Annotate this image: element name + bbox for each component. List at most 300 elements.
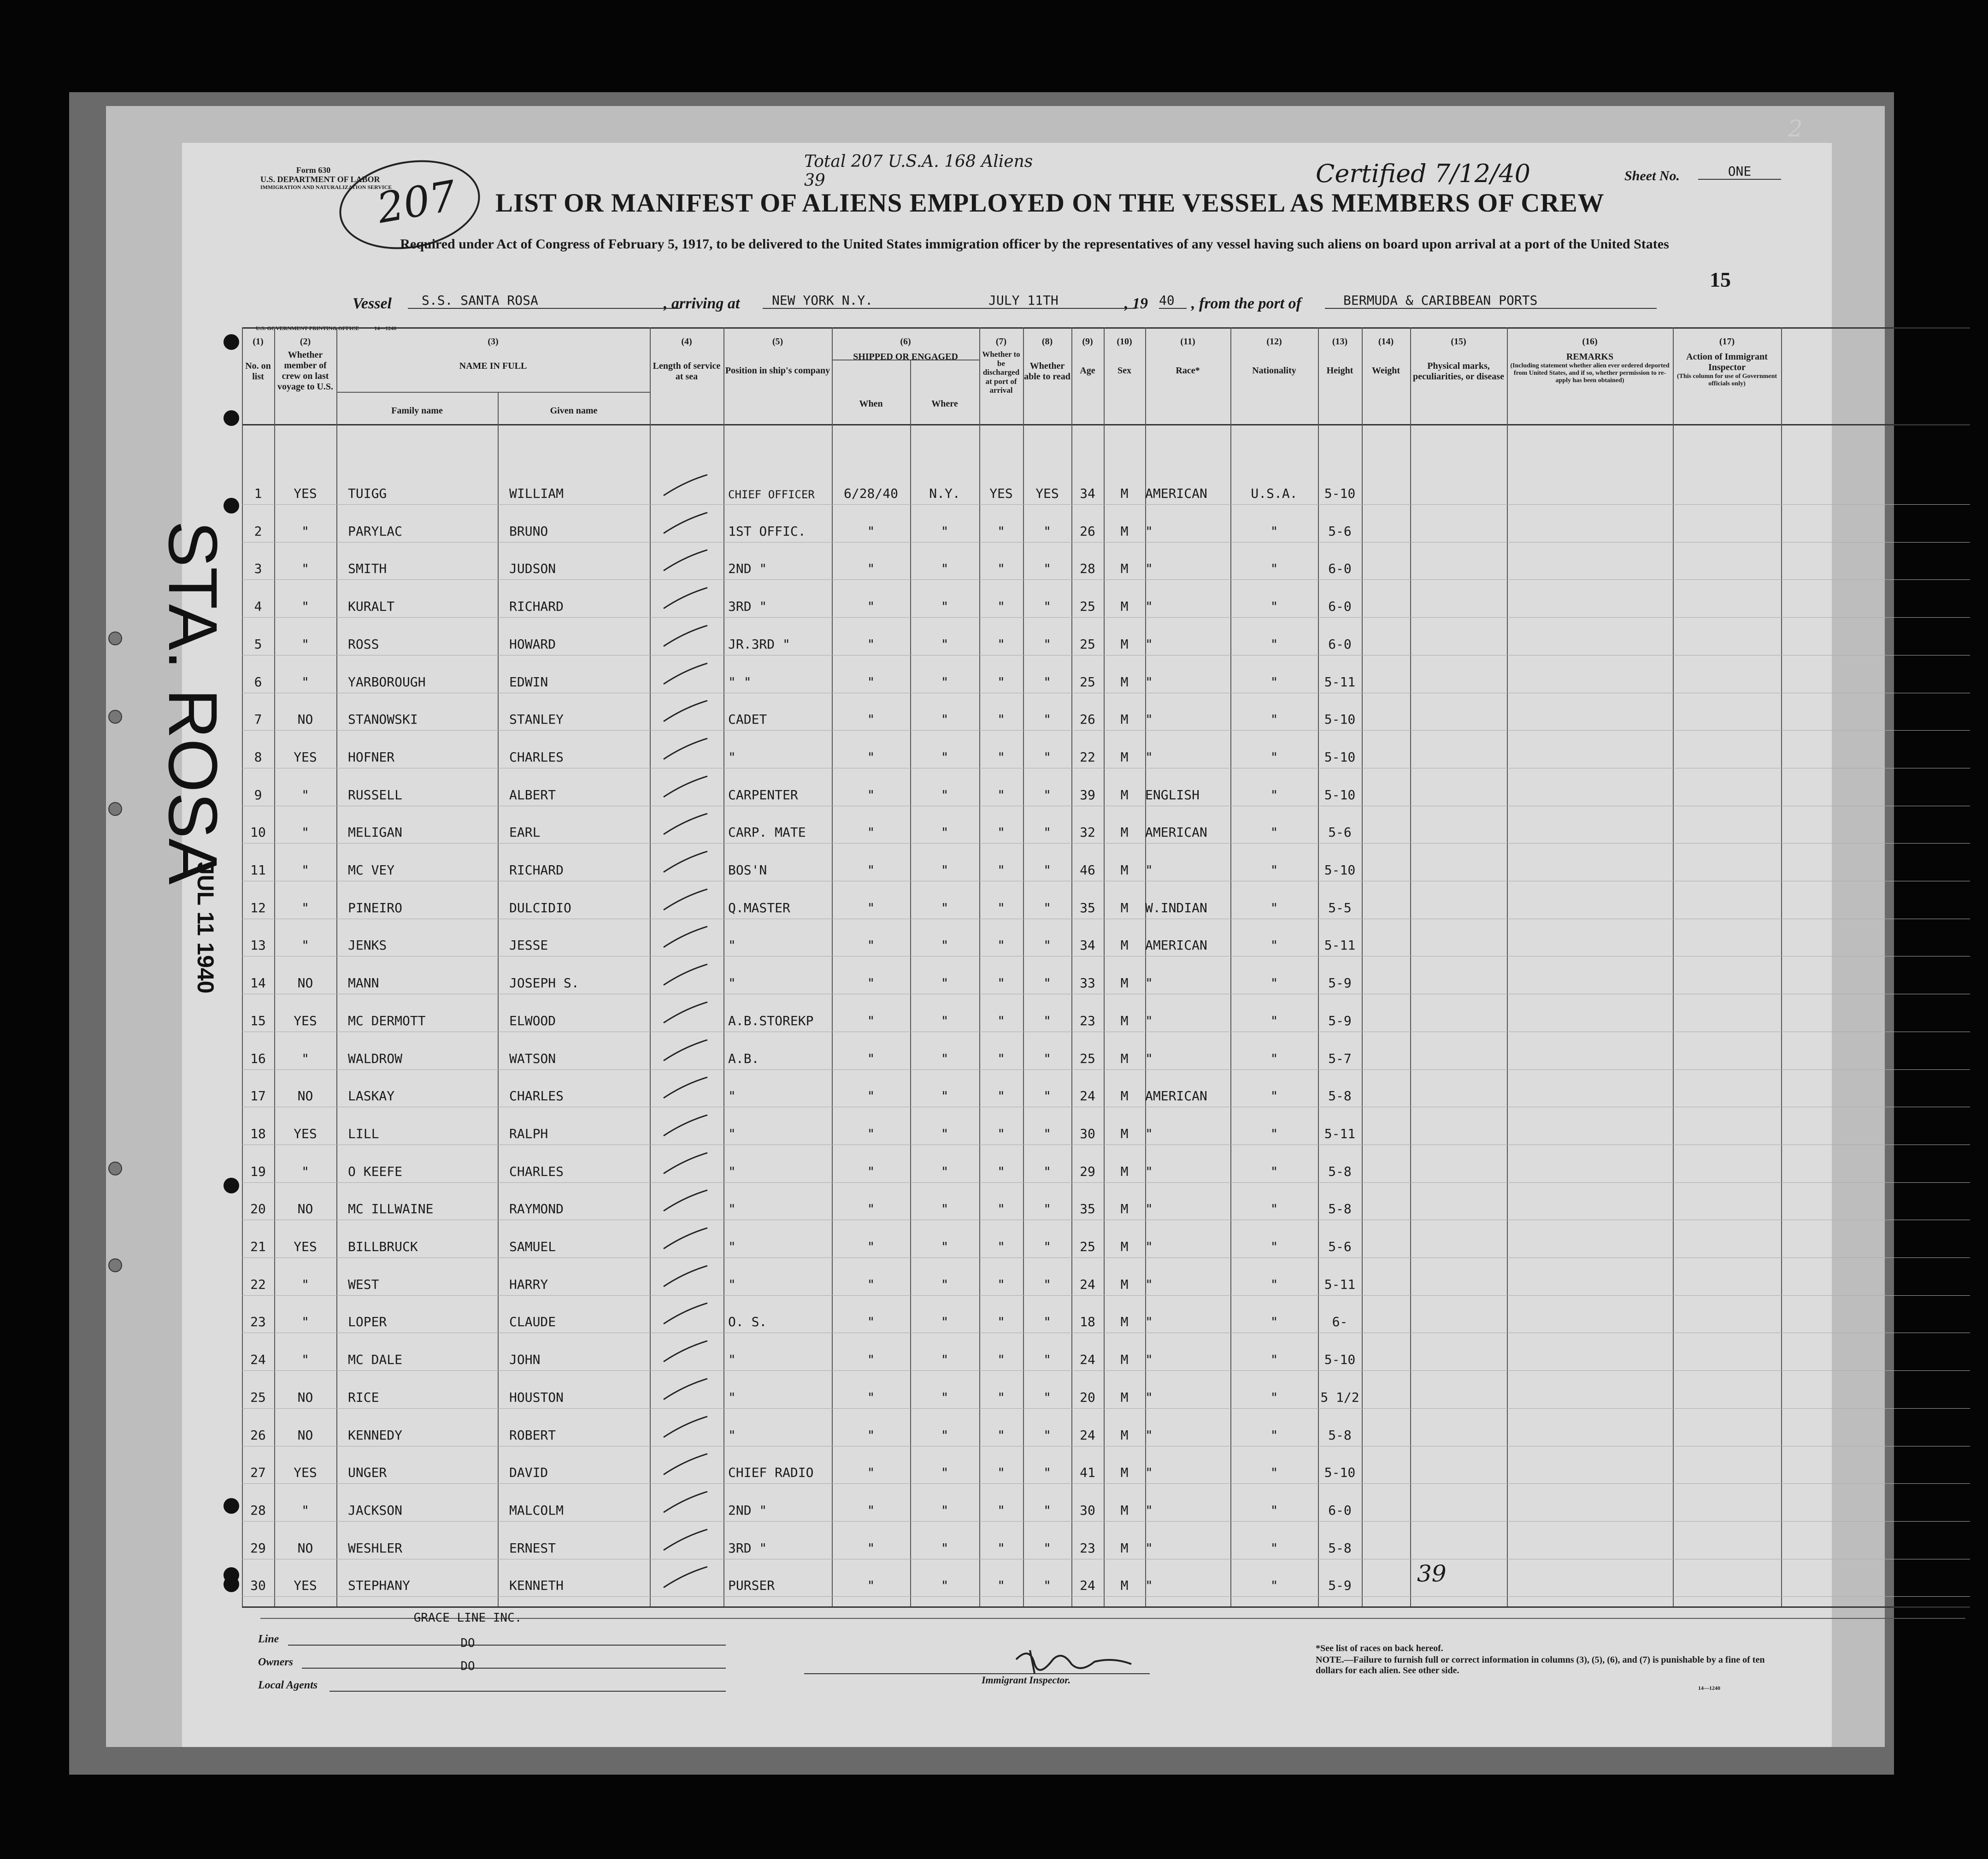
- cell-no: 12: [250, 900, 266, 915]
- cell-sex: M: [1120, 1465, 1129, 1481]
- cell-when: ": [867, 975, 875, 991]
- cell-discharge: ": [997, 1540, 1005, 1556]
- cell-age: 34: [1080, 938, 1095, 953]
- col-2-header: [274, 336, 336, 392]
- handwritten-total-note: Total 207 U.S.A. 168 Aliens 39: [804, 152, 1033, 190]
- cell-race: AMERICAN: [1145, 938, 1207, 953]
- cell-where: ": [941, 1088, 949, 1104]
- cell-given: CHARLES: [509, 749, 564, 765]
- table-row: [182, 1221, 1970, 1258]
- cell-race: AMERICAN: [1145, 486, 1207, 501]
- cell-height: 5-10: [1324, 712, 1356, 727]
- cell-no: 24: [250, 1352, 266, 1368]
- table-row: [182, 1523, 1970, 1559]
- cell-given: WILLIAM: [509, 486, 564, 501]
- cell-where: ": [941, 749, 949, 765]
- cell-last: NO: [297, 1427, 313, 1443]
- cell-no: 27: [250, 1465, 266, 1481]
- cell-height: 5-9: [1328, 975, 1352, 991]
- cell-given: STANLEY: [509, 712, 564, 727]
- col-label: No. on list: [245, 361, 271, 382]
- page-number: 15: [1710, 268, 1731, 291]
- col-label: REMARKS: [1566, 352, 1614, 362]
- cell-discharge: ": [997, 749, 1005, 765]
- service-check-mark: [661, 1188, 712, 1216]
- footer-print-code: 14—1240: [1698, 1685, 1720, 1691]
- cell-position: ": [728, 975, 736, 991]
- cell-nationality: U.S.A.: [1251, 486, 1298, 501]
- cell-sex: M: [1120, 712, 1129, 727]
- cell-race: ": [1145, 1540, 1153, 1556]
- cell-age: 32: [1080, 825, 1095, 840]
- service-check-mark: [661, 811, 712, 839]
- cell-discharge: ": [997, 1352, 1005, 1368]
- cell-read: ": [1043, 1088, 1051, 1104]
- cell-sex: M: [1120, 1427, 1129, 1443]
- col-9-header: [1071, 336, 1104, 376]
- service-check-mark: [661, 1339, 712, 1366]
- cell-family: KENNEDY: [348, 1427, 403, 1443]
- cell-last: YES: [294, 749, 317, 765]
- penalty-note: NOTE.—Failure to furnish full or correct information in columns (3), (5), (6), and (7) is punishable by a fine of ten dollars for each alien. See other side.: [1316, 1655, 1765, 1676]
- service-check-mark: [661, 736, 712, 764]
- cell-position: A.B.: [728, 1050, 759, 1066]
- cell-read: ": [1043, 1502, 1051, 1518]
- cell-race: ": [1145, 561, 1153, 577]
- service-check-mark: [661, 1489, 712, 1517]
- col-num: (5): [772, 336, 783, 347]
- table-row: [182, 1033, 1970, 1070]
- row-rule: [242, 504, 1970, 505]
- cell-nationality: ": [1270, 1427, 1278, 1443]
- service-check-mark: [661, 585, 712, 613]
- cell-nationality: ": [1270, 749, 1278, 765]
- col-num: (16): [1582, 336, 1598, 347]
- cell-sex: M: [1120, 749, 1129, 765]
- service-check-mark: [661, 623, 712, 651]
- cell-position: CARPENTER: [728, 787, 798, 803]
- col-num: (6): [900, 336, 911, 347]
- cell-no: 10: [250, 825, 266, 840]
- cell-discharge: YES: [989, 486, 1013, 501]
- cell-race: AMERICAN: [1145, 1088, 1207, 1104]
- arrival-year: 40: [1159, 293, 1187, 309]
- cell-where: ": [941, 1013, 949, 1028]
- cell-last: ": [301, 1314, 309, 1330]
- cell-age: 24: [1080, 1427, 1095, 1443]
- cell-no: 25: [250, 1389, 266, 1405]
- service-check-mark: [661, 698, 712, 726]
- sheet-number-value: ONE: [1698, 164, 1781, 180]
- cell-height: 6-0: [1328, 636, 1352, 652]
- local-agents-value: DO: [460, 1659, 475, 1673]
- cell-no: 7: [254, 712, 262, 727]
- cell-discharge: ": [997, 1163, 1005, 1179]
- service-check-mark: [661, 1452, 712, 1479]
- cell-position: 3RD ": [728, 599, 767, 614]
- cell-last: YES: [294, 1013, 317, 1028]
- cell-where: ": [941, 1239, 949, 1254]
- cell-no: 21: [250, 1239, 266, 1254]
- cell-nationality: ": [1270, 674, 1278, 690]
- cell-given: KENNETH: [509, 1578, 564, 1593]
- table-row: [182, 1070, 1970, 1107]
- cell-height: 5-6: [1328, 1239, 1352, 1254]
- cell-nationality: ": [1270, 825, 1278, 840]
- table-row: [182, 1372, 1970, 1409]
- table-row: [182, 1259, 1970, 1296]
- cell-race: ": [1145, 1314, 1153, 1330]
- cell-sex: M: [1120, 975, 1129, 991]
- cell-where: ": [941, 900, 949, 915]
- cell-position: PURSER: [728, 1578, 775, 1593]
- table-row: [182, 1334, 1970, 1371]
- cell-read: ": [1043, 1314, 1051, 1330]
- row-rule: [242, 1521, 1970, 1522]
- manifest-sheet: [154, 143, 1832, 1747]
- cell-age: 25: [1080, 674, 1095, 690]
- col-4-header: [650, 336, 723, 382]
- table-row: [182, 844, 1970, 881]
- cell-no: 1: [254, 486, 262, 501]
- cell-race: ": [1145, 636, 1153, 652]
- col-label: Sex: [1118, 366, 1131, 376]
- cell-position: ": [728, 1427, 736, 1443]
- row-rule: [242, 1408, 1970, 1409]
- cell-read: ": [1043, 1239, 1051, 1254]
- cell-height: 5-7: [1328, 1050, 1352, 1066]
- cell-when: ": [867, 749, 875, 765]
- col-num: (4): [681, 336, 692, 347]
- cell-nationality: ": [1270, 862, 1278, 878]
- cell-height: 5-11: [1324, 1276, 1356, 1292]
- cell-height: 5-8: [1328, 1088, 1352, 1104]
- cell-read: ": [1043, 975, 1051, 991]
- cell-read: ": [1043, 1126, 1051, 1141]
- cell-when: ": [867, 1126, 875, 1141]
- inspector-label: Immigrant Inspector.: [982, 1674, 1071, 1686]
- cell-no: 14: [250, 975, 266, 991]
- cell-height: 5-8: [1328, 1540, 1352, 1556]
- cell-nationality: ": [1270, 1314, 1278, 1330]
- col-3-header: [336, 336, 650, 372]
- cell-height: 5-5: [1328, 900, 1352, 915]
- cell-last: ": [301, 900, 309, 915]
- col-label: Length of service at sea: [653, 361, 721, 382]
- table-row: [182, 1410, 1970, 1446]
- cell-family: TUIGG: [348, 486, 387, 501]
- cell-given: CHARLES: [509, 1088, 564, 1104]
- punch-hole: [224, 334, 239, 350]
- cell-read: YES: [1035, 486, 1059, 501]
- cell-last: ": [301, 862, 309, 878]
- cell-given: JUDSON: [509, 561, 556, 577]
- cell-sex: M: [1120, 1314, 1129, 1330]
- cell-family: JENKS: [348, 938, 387, 953]
- cell-when: ": [867, 636, 875, 652]
- cell-where: ": [941, 1276, 949, 1292]
- arrival-date: JULY 11TH: [975, 293, 1136, 309]
- cell-given: HOWARD: [509, 636, 556, 652]
- cell-last: ": [301, 1502, 309, 1518]
- cell-given: HARRY: [509, 1276, 548, 1292]
- service-check-mark: [661, 472, 712, 500]
- cell-given: CHARLES: [509, 1163, 564, 1179]
- manifest-title: LIST OR MANIFEST OF ALIENS EMPLOYED ON THE VESSEL AS MEMBERS OF CREW: [495, 189, 1605, 218]
- print-code: 14—1240: [374, 325, 397, 331]
- col-label: Age: [1080, 366, 1095, 376]
- cell-nationality: ": [1270, 1540, 1278, 1556]
- col-label: NAME IN FULL: [459, 361, 527, 371]
- cell-when: ": [867, 900, 875, 915]
- cell-discharge: ": [997, 1126, 1005, 1141]
- cell-given: MALCOLM: [509, 1502, 564, 1518]
- service-check-mark: [661, 887, 712, 915]
- cell-family: WEST: [348, 1276, 379, 1292]
- cell-sex: M: [1120, 561, 1129, 577]
- cell-discharge: ": [997, 599, 1005, 614]
- cell-discharge: ": [997, 1013, 1005, 1028]
- cell-age: 23: [1080, 1013, 1095, 1028]
- cell-given: JOHN: [509, 1352, 541, 1368]
- punch-hole: [224, 410, 239, 426]
- cell-discharge: ": [997, 1389, 1005, 1405]
- cell-read: ": [1043, 1352, 1051, 1368]
- cell-when: ": [867, 561, 875, 577]
- cell-no: 6: [254, 674, 262, 690]
- col-label: Height: [1326, 366, 1353, 376]
- cell-height: 5-8: [1328, 1201, 1352, 1217]
- cell-discharge: ": [997, 1050, 1005, 1066]
- service-check-mark: [661, 510, 712, 538]
- cell-family: WALDROW: [348, 1050, 403, 1066]
- cell-position: A.B.STOREKP: [728, 1013, 814, 1028]
- cell-when: ": [867, 862, 875, 878]
- col-label: Race*: [1176, 366, 1200, 376]
- cell-when: ": [867, 1088, 875, 1104]
- cell-family: YARBOROUGH: [348, 674, 426, 690]
- service-check-mark: [661, 661, 712, 689]
- cell-given: CLAUDE: [509, 1314, 556, 1330]
- cell-where: ": [941, 1540, 949, 1556]
- cell-family: MC VEY: [348, 862, 395, 878]
- cell-where: ": [941, 1427, 949, 1443]
- col-num: (2): [300, 336, 311, 347]
- cell-position: ": [728, 1352, 736, 1368]
- col-label: Nationality: [1252, 366, 1296, 376]
- cell-race: ": [1145, 749, 1153, 765]
- cell-height: 5-10: [1324, 1465, 1356, 1481]
- cell-no: 18: [250, 1126, 266, 1141]
- row-rule: [242, 1257, 1970, 1258]
- cell-sex: M: [1120, 1389, 1129, 1405]
- cell-discharge: ": [997, 1465, 1005, 1481]
- cell-no: 16: [250, 1050, 266, 1066]
- cell-where: ": [941, 1050, 949, 1066]
- cell-race: ": [1145, 1578, 1153, 1593]
- cell-read: ": [1043, 636, 1051, 652]
- cell-nationality: ": [1270, 1276, 1278, 1292]
- cell-nationality: ": [1270, 599, 1278, 614]
- cell-where: ": [941, 1201, 949, 1217]
- cell-where: ": [941, 712, 949, 727]
- cell-sex: M: [1120, 900, 1129, 915]
- service-check-mark: [661, 1564, 712, 1592]
- cell-family: MELIGAN: [348, 825, 403, 840]
- cell-position: BOS'N: [728, 862, 767, 878]
- cell-nationality: ": [1270, 1239, 1278, 1254]
- col-num: (15): [1451, 336, 1466, 347]
- binder-ring-hole: [108, 1258, 122, 1272]
- cell-race: ": [1145, 599, 1153, 614]
- row-rule: [242, 579, 1970, 580]
- cell-race: ": [1145, 523, 1153, 539]
- cell-discharge: ": [997, 862, 1005, 878]
- cell-last: ": [301, 674, 309, 690]
- cell-position: ": [728, 749, 736, 765]
- col-num: (7): [995, 336, 1007, 347]
- certified-note: Certified 7/12/40: [1316, 159, 1530, 188]
- cell-race: ": [1145, 1389, 1153, 1405]
- cell-given: RICHARD: [509, 599, 564, 614]
- line-label: Line: [258, 1633, 279, 1645]
- col-label: Weight: [1371, 366, 1400, 376]
- cell-height: 5-10: [1324, 787, 1356, 803]
- form-number: Form 630: [296, 165, 331, 175]
- col-14-header: [1362, 336, 1410, 376]
- local-agents-label: Local Agents: [258, 1679, 318, 1691]
- cell-last: NO: [297, 712, 313, 727]
- cell-read: ": [1043, 1427, 1051, 1443]
- cell-position: ": [728, 1389, 736, 1405]
- service-check-mark: [661, 1000, 712, 1027]
- cell-when: ": [867, 1239, 875, 1254]
- sheet-number-label: Sheet No.: [1624, 168, 1680, 183]
- cell-no: 2: [254, 523, 262, 539]
- cell-discharge: ": [997, 1239, 1005, 1254]
- cell-age: 24: [1080, 1088, 1095, 1104]
- cell-nationality: ": [1270, 1126, 1278, 1141]
- cell-no: 23: [250, 1314, 266, 1330]
- cell-height: 5-10: [1324, 486, 1356, 501]
- cell-given: EDWIN: [509, 674, 548, 690]
- cell-sex: M: [1120, 486, 1129, 501]
- col-12-header: [1230, 336, 1318, 376]
- cell-position: ": [728, 1126, 736, 1141]
- cell-when: ": [867, 1201, 875, 1217]
- cell-nationality: ": [1270, 1389, 1278, 1405]
- cell-no: 19: [250, 1163, 266, 1179]
- cell-age: 29: [1080, 1163, 1095, 1179]
- cell-where: ": [941, 825, 949, 840]
- cell-where: N.Y.: [929, 486, 960, 501]
- cell-no: 29: [250, 1540, 266, 1556]
- cell-nationality: ": [1270, 787, 1278, 803]
- service-check-mark: [661, 1226, 712, 1253]
- cell-where: ": [941, 975, 949, 991]
- cell-given: DAVID: [509, 1465, 548, 1481]
- given-name-header: Given name: [550, 406, 598, 416]
- cell-age: 30: [1080, 1502, 1095, 1518]
- cell-when: ": [867, 1502, 875, 1518]
- cell-nationality: ": [1270, 975, 1278, 991]
- cell-age: 30: [1080, 1126, 1095, 1141]
- col-label: SHIPPED OR ENGAGED: [853, 352, 958, 362]
- owners-value: DO: [460, 1636, 475, 1650]
- cell-family: WESHLER: [348, 1540, 403, 1556]
- cell-last: ": [301, 1352, 309, 1368]
- cell-last: NO: [297, 1540, 313, 1556]
- cell-sex: M: [1120, 1276, 1129, 1292]
- cell-sex: M: [1120, 938, 1129, 953]
- cell-read: ": [1043, 1050, 1051, 1066]
- cell-given: ALBERT: [509, 787, 556, 803]
- cell-race: ": [1145, 1276, 1153, 1292]
- binder-ring-hole: [108, 802, 122, 816]
- cell-read: ": [1043, 674, 1051, 690]
- cell-family: O KEEFE: [348, 1163, 403, 1179]
- cell-read: ": [1043, 825, 1051, 840]
- col-num: (10): [1117, 336, 1132, 347]
- cell-nationality: ": [1270, 1352, 1278, 1368]
- service-check-mark: [661, 962, 712, 990]
- col-13-header: [1318, 336, 1362, 376]
- cell-family: HOFNER: [348, 749, 395, 765]
- line-value: GRACE LINE INC.: [413, 1611, 522, 1625]
- cell-nationality: ": [1270, 561, 1278, 577]
- cell-last: ": [301, 1163, 309, 1179]
- cell-age: 35: [1080, 1201, 1095, 1217]
- cell-when: ": [867, 1465, 875, 1481]
- printing-office-label: U.S. GOVERNMENT PRINTING OFFICE: [256, 325, 359, 331]
- cell-race: ": [1145, 1352, 1153, 1368]
- cell-sex: M: [1120, 1540, 1129, 1556]
- cell-where: ": [941, 938, 949, 953]
- cell-when: ": [867, 1314, 875, 1330]
- col-num: (8): [1041, 336, 1053, 347]
- header-bottom-border: [242, 424, 1970, 425]
- cell-read: ": [1043, 1540, 1051, 1556]
- cell-given: JESSE: [509, 938, 548, 953]
- cell-last: YES: [294, 1578, 317, 1593]
- cell-family: STANOWSKI: [348, 712, 418, 727]
- table-row: [182, 957, 1970, 994]
- side-stamp: STA. ROSA: [154, 521, 232, 885]
- col-num: (13): [1332, 336, 1348, 347]
- cell-family: JACKSON: [348, 1502, 403, 1518]
- cell-race: ": [1145, 1013, 1153, 1028]
- cell-nationality: ": [1270, 1013, 1278, 1028]
- cell-when: ": [867, 674, 875, 690]
- col-7-header: [979, 336, 1023, 395]
- table-row: [182, 619, 1970, 655]
- row-rule: [242, 542, 1970, 543]
- cell-last: ": [301, 1050, 309, 1066]
- cell-read: ": [1043, 900, 1051, 915]
- cell-read: ": [1043, 1578, 1051, 1593]
- cell-no: 8: [254, 749, 262, 765]
- cell-no: 11: [250, 862, 266, 878]
- cell-race: ": [1145, 975, 1153, 991]
- cell-family: SMITH: [348, 561, 387, 577]
- cell-position: JR.3RD ": [728, 636, 790, 652]
- cell-race: ENGLISH: [1145, 787, 1200, 803]
- cell-sex: M: [1120, 1088, 1129, 1104]
- cell-last: YES: [294, 1126, 317, 1141]
- table-row: [182, 1296, 1970, 1333]
- cell-race: AMERICAN: [1145, 825, 1207, 840]
- cell-age: 39: [1080, 787, 1095, 803]
